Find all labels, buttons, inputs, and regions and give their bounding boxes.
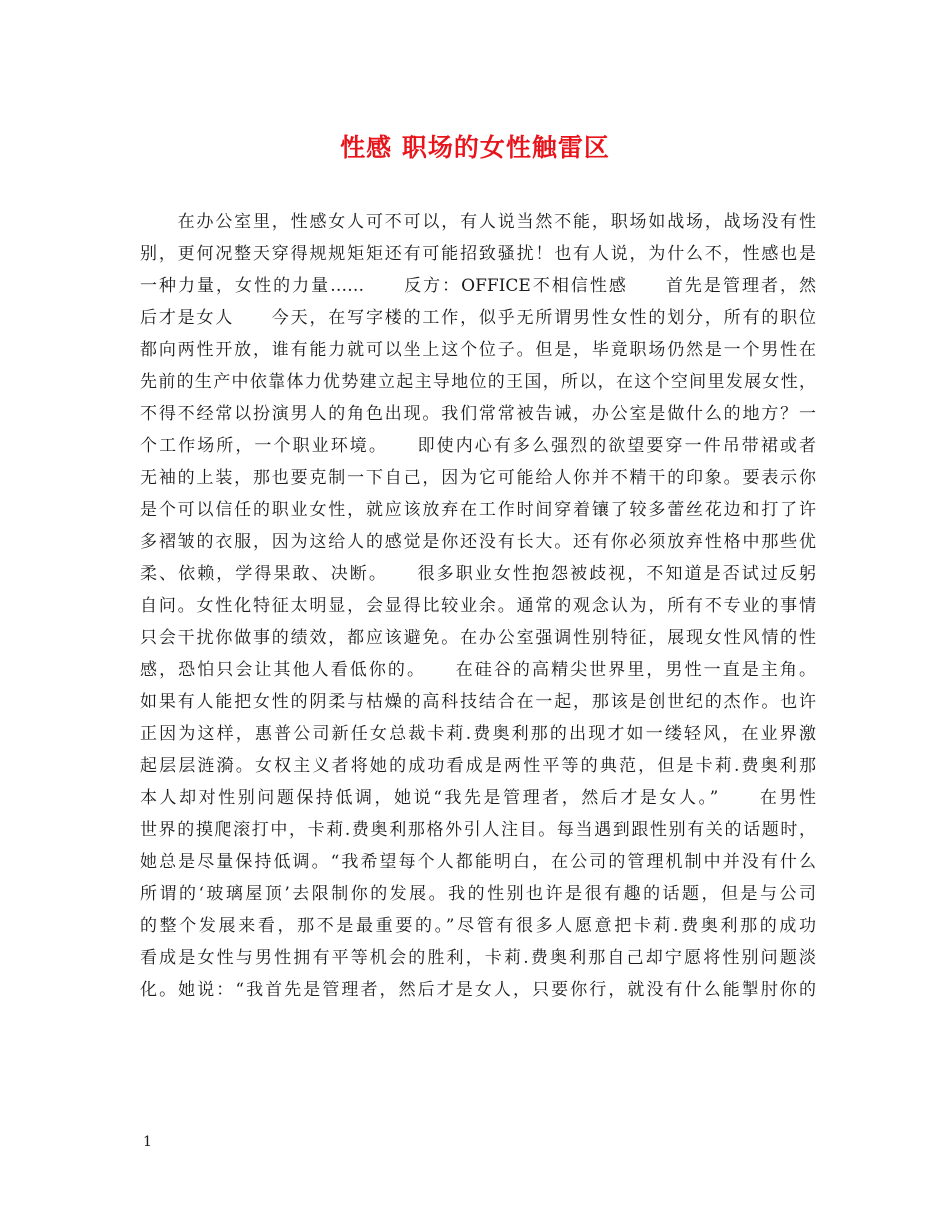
body-line: 无袖的上装，那也要克制一下自己，因为它可能给人你并不精干的印象。要表示你 (140, 468, 816, 488)
body-line: 个工作场所，一个职业环境。 即使内心有多么强烈的欲望要穿一件吊带裙或者 (140, 436, 816, 456)
body-line: 柔、依赖，学得果敢、决断。 很多职业女性抱怨被歧视，不知道是否试过反躬 (140, 564, 816, 584)
body-line: 她总是尽量保持低调。“我希望每个人都能明白，在公司的管理机制中并没有什么 (140, 852, 816, 872)
document-title: 性感 职场的女性触雷区 (340, 133, 610, 162)
document-body (140, 206, 816, 1006)
body-line: 正因为这样，惠普公司新任女总裁卡莉.费奥利那的出现才如一缕轻风，在业界激 (140, 724, 816, 744)
body-line: 都向两性开放，谁有能力就可以坐上这个位子。但是，毕竟职场仍然是一个男性在 (140, 340, 816, 360)
body-line: 世界的摸爬滚打中，卡莉.费奥利那格外引人注目。每当遇到跟性别有关的话题时， (140, 820, 816, 840)
body-line: 感，恐怕只会让其他人看低你的。 在硅谷的高精尖世界里，男性一直是主角。 (140, 660, 816, 680)
body-line: 起层层涟漪。女权主义者将她的成功看成是两性平等的典范，但是卡莉.费奥利那 (140, 756, 816, 776)
body-line: 在办公室里，性感女人可不可以，有人说当然不能，职场如战场，战场没有性 (140, 212, 816, 232)
body-line: 如果有人能把女性的阴柔与枯燥的高科技结合在一起，那该是创世纪的杰作。也许 (140, 692, 816, 712)
body-line: 化。她说：“我首先是管理者，然后才是女人，只要你行，就没有什么能掣肘你的 (140, 980, 816, 1000)
page-number: 1 (143, 1134, 152, 1150)
body-line: 多褶皱的衣服，因为这给人的感觉是你还没有长大。还有你必须放弃性格中那些优 (140, 532, 816, 552)
body-line: 一种力量，女性的力量…… 反方：OFFICE不相信性感 首先是管理者，然 (140, 276, 816, 296)
body-line: 看成是女性与男性拥有平等机会的胜利，卡莉.费奥利那自己却宁愿将性别问题淡 (140, 948, 816, 968)
body-line: 自问。女性化特征太明显，会显得比较业余。通常的观念认为，所有不专业的事情 (140, 596, 816, 616)
body-line: 别，更何况整天穿得规规矩矩还有可能招致骚扰！也有人说，为什么不，性感也是 (140, 244, 816, 264)
body-line: 的整个发展来看，那不是最重要的。”尽管有很多人愿意把卡莉.费奥利那的成功 (140, 916, 816, 936)
body-line: 后才是女人 今天，在写字楼的工作，似乎无所谓男性女性的划分，所有的职位 (140, 308, 816, 328)
body-line: 只会干扰你做事的绩效，都应该避免。在办公室强调性别特征，展现女性风情的性 (140, 628, 816, 648)
body-line: 本人却对性别问题保持低调，她说“我先是管理者，然后才是女人。” 在男性 (140, 788, 816, 808)
body-line: 是个可以信任的职业女性，就应该放弃在工作时间穿着镶了较多蕾丝花边和打了许 (140, 500, 816, 520)
body-line: 不得不经常以扮演男人的角色出现。我们常常被告诫，办公室是做什么的地方？一 (140, 404, 816, 424)
body-line: 先前的生产中依靠体力优势建立起主导地位的王国，所以，在这个空间里发展女性， (140, 372, 816, 392)
body-line: 所谓的‘玻璃屋顶’去限制你的发展。我的性别也许是很有趣的话题，但是与公司 (140, 884, 816, 904)
